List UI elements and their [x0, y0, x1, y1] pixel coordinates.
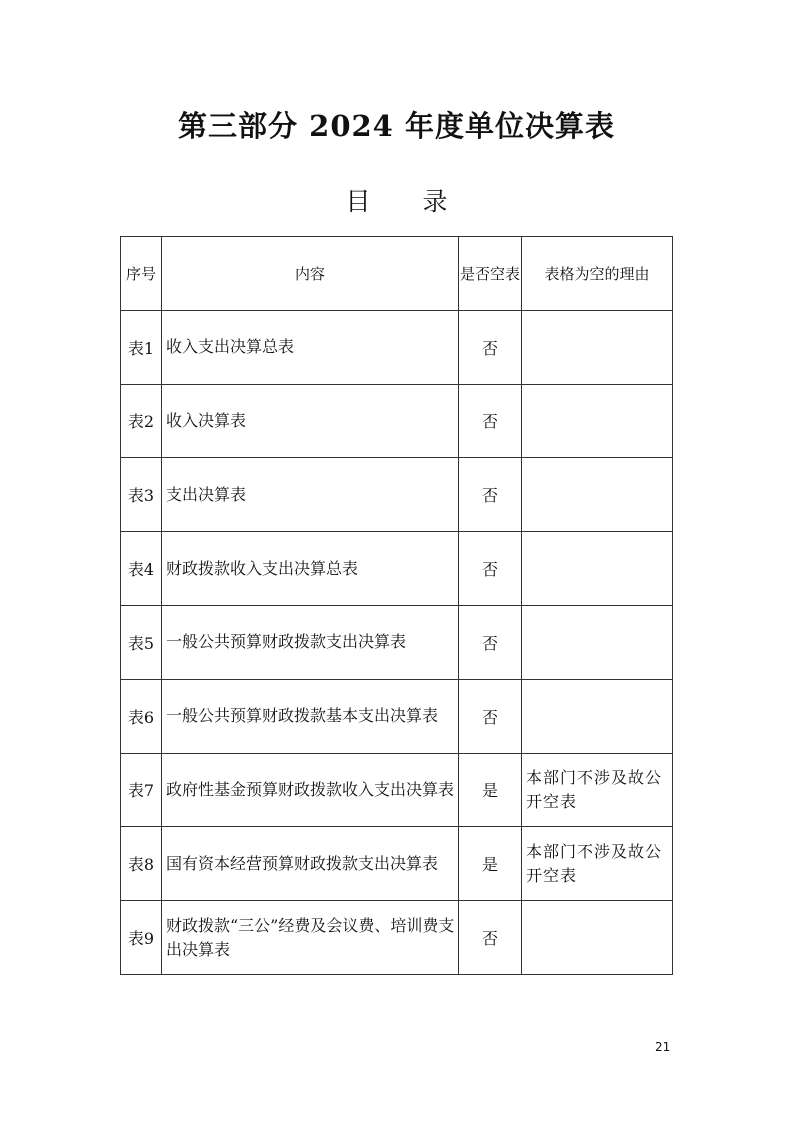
row-empty: 否: [459, 679, 522, 753]
toc-table: [120, 236, 673, 975]
row-no: 表9: [121, 901, 162, 975]
row-reason: 本部门不涉及故公开空表: [522, 753, 673, 827]
row-content: 一般公共预算财政拨款基本支出决算表: [162, 679, 459, 753]
row-no: 表1: [121, 310, 162, 384]
table-row: [121, 384, 673, 458]
row-no: 表6: [121, 679, 162, 753]
table-row: [121, 310, 673, 384]
table-row: [121, 679, 673, 753]
row-content: 政府性基金预算财政拨款收入支出决算表: [162, 753, 459, 827]
table-row: [121, 532, 673, 606]
row-content: 支出决算表: [162, 458, 459, 532]
table-row: [121, 753, 673, 827]
row-content: 一般公共预算财政拨款支出决算表: [162, 605, 459, 679]
row-reason: [522, 679, 673, 753]
row-empty: 否: [459, 458, 522, 532]
page-number: 21: [655, 1040, 671, 1054]
table-row: [121, 458, 673, 532]
row-no: 表5: [121, 605, 162, 679]
row-no: 表3: [121, 458, 162, 532]
row-reason: [522, 310, 673, 384]
row-content: 收入支出决算总表: [162, 310, 459, 384]
header-no: 序号: [121, 237, 162, 311]
table-row: [121, 605, 673, 679]
row-reason: [522, 384, 673, 458]
row-empty: 否: [459, 901, 522, 975]
row-reason: [522, 532, 673, 606]
row-content: 收入决算表: [162, 384, 459, 458]
row-content: 国有资本经营预算财政拨款支出决算表: [162, 827, 459, 901]
table-header-row: [121, 237, 673, 311]
row-no: 表2: [121, 384, 162, 458]
header-reason: 表格为空的理由: [522, 237, 673, 311]
row-empty: 否: [459, 605, 522, 679]
row-empty: 是: [459, 827, 522, 901]
table-row: [121, 827, 673, 901]
row-empty: 否: [459, 532, 522, 606]
row-reason: 本部门不涉及故公开空表: [522, 827, 673, 901]
row-empty: 是: [459, 753, 522, 827]
page-title: 第三部分 2024 年度单位决算表: [178, 109, 615, 143]
row-no: 表7: [121, 753, 162, 827]
row-reason: [522, 605, 673, 679]
table-row: [121, 901, 673, 975]
toc-heading: 目 录: [345, 187, 470, 216]
row-empty: 否: [459, 384, 522, 458]
row-no: 表8: [121, 827, 162, 901]
row-empty: 否: [459, 310, 522, 384]
header-empty: 是否空表: [459, 237, 522, 311]
row-no: 表4: [121, 532, 162, 606]
header-content: 内容: [162, 237, 459, 311]
row-content: 财政拨款“三公”经费及会议费、培训费支出决算表: [162, 901, 459, 975]
row-reason: [522, 901, 673, 975]
row-reason: [522, 458, 673, 532]
row-content: 财政拨款收入支出决算总表: [162, 532, 459, 606]
